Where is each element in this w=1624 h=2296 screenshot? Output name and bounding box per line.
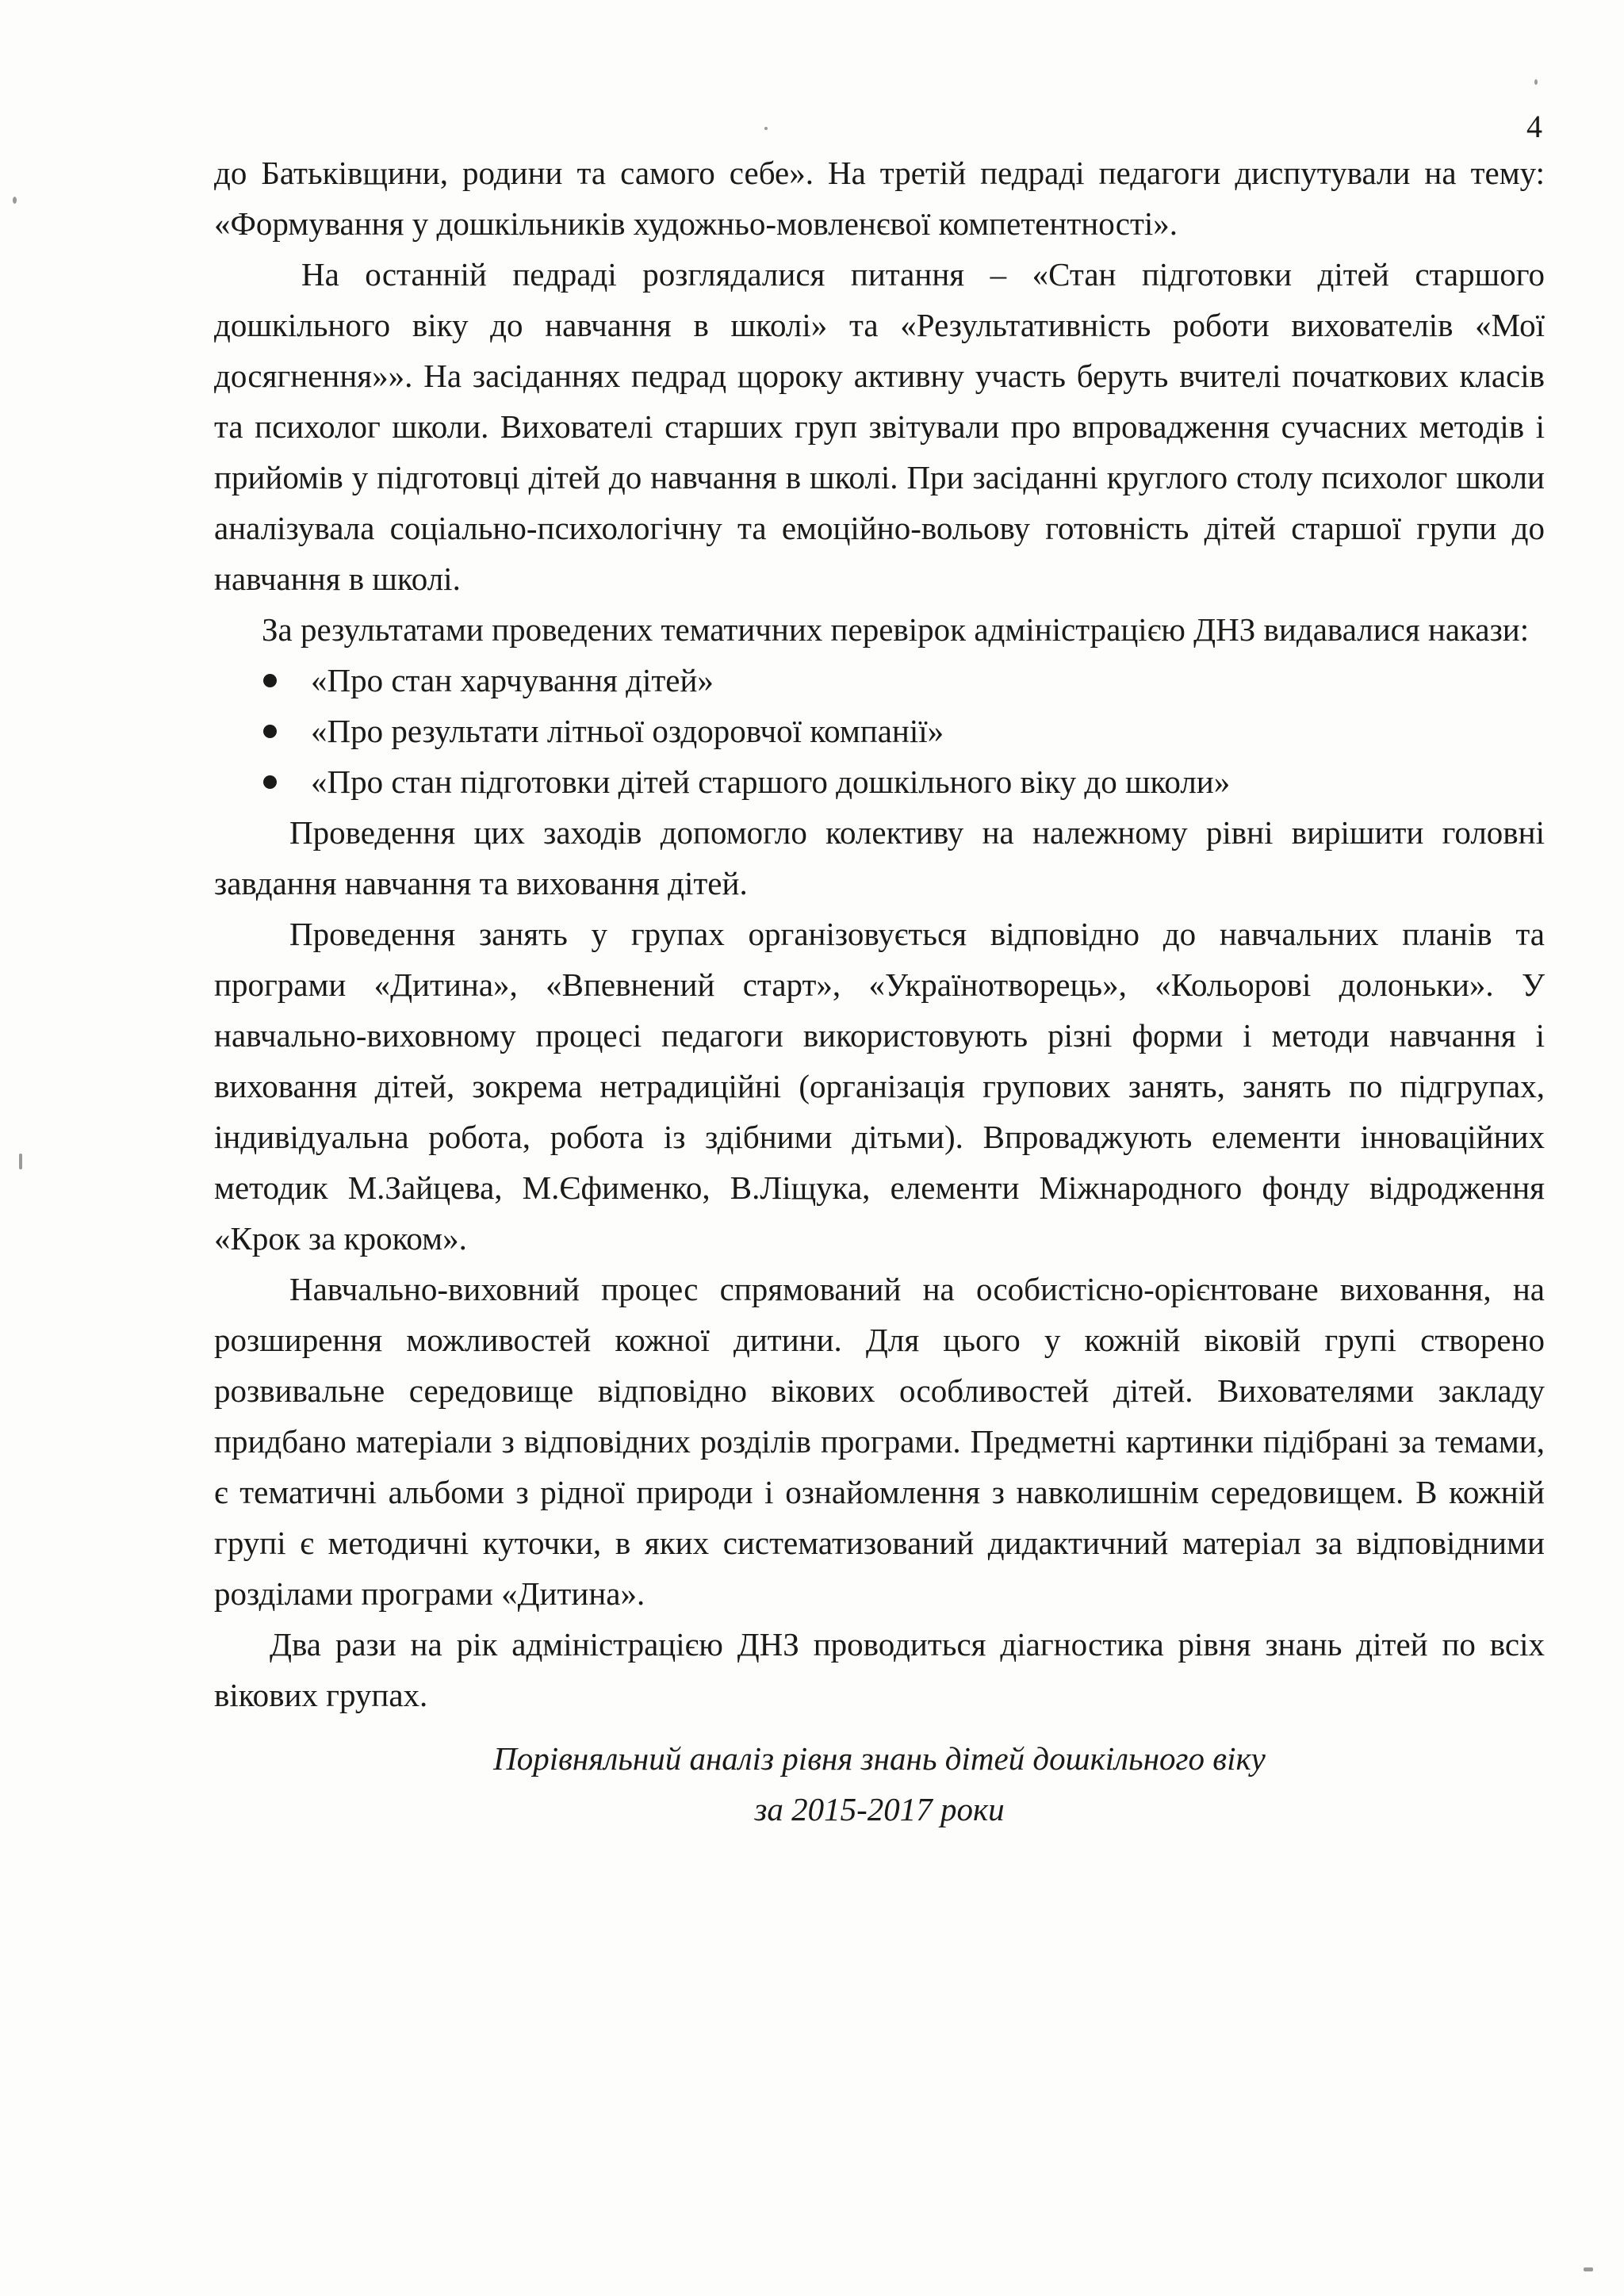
scan-speck bbox=[19, 1154, 22, 1169]
orders-list bbox=[214, 655, 1545, 807]
paragraph-programs: Проведення занять у групах організовується відповідно до навчальних планів та програми «Дитина», «Впевнений старт», «Українотворець», «Кольорові долоньки». У навчально-виховному процесі педагоги використовують різні форми і методи навчання і виховання дітей, зокрема нетрадиційні (організація групових занять, занять по підгрупах, індивідуальна робота, робота із здібними дітьми). Впроваджують елементи інноваційних методик М.Зайцева, М.Єфименко, В.Ліщука, елементи Міжнародного фонду відродження «Крок за кроком». bbox=[214, 916, 1545, 1257]
scan-speck bbox=[1584, 2267, 1593, 2271]
scan-speck bbox=[1534, 79, 1538, 85]
order-text: «Про стан підготовки дітей старшого дошкільного віку до школи» bbox=[311, 763, 1231, 800]
paragraph-result: Проведення цих заходів допомогло колективу на належному рівні вирішити головні завдання навчання та виховання дітей. bbox=[214, 814, 1545, 901]
paragraph-inspections: За результатами проведених тематичних перевірок адміністрацією ДНЗ видавалися накази: bbox=[262, 611, 1530, 648]
scan-speck bbox=[13, 197, 17, 204]
scan-speck bbox=[764, 127, 768, 130]
bullet-icon bbox=[263, 775, 277, 789]
bullet-icon bbox=[263, 725, 277, 738]
bullet-icon bbox=[263, 674, 277, 687]
document-body bbox=[214, 147, 1545, 1835]
caption-line: за 2015-2017 роки bbox=[754, 1791, 1005, 1827]
paragraph-last-council: На останній педраді розглядалися питання – «Стан підготовки дітей старшого дошкільного віку до навчання в школі» та «Результативність роботи вихователів «Мої досягнення»». На засіданнях педрад щороку активну участь беруть вчителі початкових класів та психолог школи. Вихователі старших груп звітували про впровадження сучасних методів і прийомів у підготовці дітей до навчання в школі. При засіданні круглого столу психолог школи аналізувала соціально-психологічну та емоційно-вольову готовність дітей старшої групи до навчання в школі. bbox=[214, 256, 1545, 597]
paragraph-diagnostics: Два рази на рік адміністрацією ДНЗ проводиться діагностика рівня знань дітей по всіх вікових групах. bbox=[214, 1626, 1545, 1713]
list-item bbox=[214, 706, 1545, 756]
list-item bbox=[214, 655, 1545, 706]
page-number: 4 bbox=[1526, 109, 1542, 144]
caption-line: Порівняльний аналіз рівня знань дітей дошкільного віку bbox=[493, 1740, 1266, 1777]
list-item bbox=[214, 756, 1545, 807]
paragraph-educational-process: Навчально-виховний процес спрямований на особистісно-орієнтоване виховання, на розширення можливостей кожної дитини. Для цього у кожній віковій групі створено розвивальне середовище відповідно вікових особливостей дітей. Вихователями закладу придбано матеріали з відповідних розділів програми. Предметні картинки підібрані за темами, є тематичні альбоми з рідної природи і ознайомлення з навколишнім середовищем. В кожній групі є методичні куточки, в яких систематизований дидактичний матеріал за відповідними розділами програми «Дитина». bbox=[214, 1271, 1545, 1612]
order-text: «Про стан харчування дітей» bbox=[311, 662, 714, 698]
paragraph-continuation: до Батьківщини, родини та самого себе». На третій педраді педагоги диспутували на тему: «Формування у дошкільників художньо-мовленєвої компетентності». bbox=[214, 155, 1545, 242]
table-caption bbox=[214, 1733, 1545, 1835]
order-text: «Про результати літньої оздоровчої компанії» bbox=[311, 713, 944, 749]
